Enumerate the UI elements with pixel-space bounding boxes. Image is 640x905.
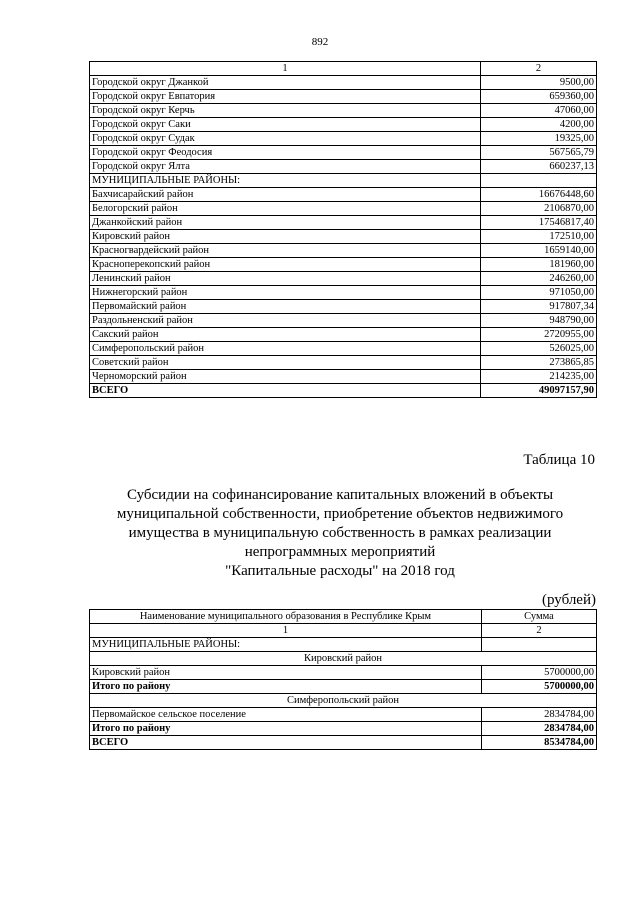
table-row: [90, 188, 597, 202]
grand-total-value: 49097157,90: [480, 384, 596, 398]
row-name: Первомайское сельское поселение: [90, 708, 482, 722]
table-row: [90, 132, 597, 146]
empty-cell: [481, 638, 596, 652]
section-header-row: [90, 638, 597, 652]
row-value: 660237,13: [480, 160, 596, 174]
column-number-2: 2: [480, 62, 596, 76]
table-row: [90, 272, 597, 286]
page-number: 892: [311, 36, 329, 48]
row-name: Первомайский район: [90, 300, 481, 314]
column-number-1: 1: [90, 624, 482, 638]
district-title: Кировский район: [90, 652, 597, 666]
table-header-row: [90, 610, 597, 624]
grand-total-value: 8534784,00: [481, 736, 596, 750]
table-row: [90, 244, 597, 258]
table-row: [90, 666, 597, 680]
row-value: [480, 174, 596, 188]
table-row: [90, 90, 597, 104]
district-total-row: [90, 680, 597, 694]
column-header-name: Наименование муниципального образования в Республике Крым: [90, 610, 482, 624]
row-value: 2106870,00: [480, 202, 596, 216]
row-name: Городской округ Саки: [90, 118, 481, 132]
table-row: [90, 328, 597, 342]
table-row: [90, 300, 597, 314]
table-caption: [60, 486, 620, 581]
row-value: 273865,85: [480, 356, 596, 370]
table-row: [90, 202, 597, 216]
column-number-2: 2: [481, 624, 596, 638]
row-name: Раздольненский район: [90, 314, 481, 328]
row-value: 19325,00: [480, 132, 596, 146]
row-value: 2834784,00: [481, 708, 596, 722]
district-title-row: [90, 694, 597, 708]
table-row: [90, 314, 597, 328]
grand-total-label: ВСЕГО: [90, 384, 481, 398]
table-header-row: [90, 62, 597, 76]
subsidies-table: [89, 609, 597, 750]
table-row: [90, 708, 597, 722]
row-value: 172510,00: [480, 230, 596, 244]
row-name: Белогорский район: [90, 202, 481, 216]
row-name: Черноморский район: [90, 370, 481, 384]
row-value: 971050,00: [480, 286, 596, 300]
row-name: Городской округ Евпатория: [90, 90, 481, 104]
table-row: [90, 216, 597, 230]
row-name: Городской округ Керчь: [90, 104, 481, 118]
row-name: Городской округ Джанкой: [90, 76, 481, 90]
table-row: [90, 174, 597, 188]
table-row: [90, 342, 597, 356]
caption-line: Субсидии на софинансирование капитальных вложений в объекты: [126, 487, 554, 503]
caption-line: имущества в муниципальную собственность в рамках реализации: [128, 525, 552, 541]
row-value: 47060,00: [480, 104, 596, 118]
row-name: Кировский район: [90, 666, 482, 680]
row-name: Сакский район: [90, 328, 481, 342]
row-name: Ленинский район: [90, 272, 481, 286]
district-total-label: Итого по району: [90, 722, 482, 736]
table-row: [90, 356, 597, 370]
column-number-1: 1: [90, 62, 481, 76]
caption-line: непрограммных мероприятий: [244, 544, 436, 560]
table-row: [90, 160, 597, 174]
table-label: Таблица 10: [523, 452, 595, 468]
row-value: 9500,00: [480, 76, 596, 90]
row-value: 659360,00: [480, 90, 596, 104]
row-value: 5700000,00: [481, 666, 596, 680]
column-number-row: [90, 624, 597, 638]
district-total-label: Итого по району: [90, 680, 482, 694]
row-name: Городской округ Феодосия: [90, 146, 481, 160]
continuation-table: [89, 61, 597, 398]
district-title-row: [90, 652, 597, 666]
row-name: Красноперекопский район: [90, 258, 481, 272]
row-value: 4200,00: [480, 118, 596, 132]
row-value: 16676448,60: [480, 188, 596, 202]
row-value: 2720955,00: [480, 328, 596, 342]
table-row: [90, 146, 597, 160]
district-total-value: 5700000,00: [481, 680, 596, 694]
row-name: Джанкойский район: [90, 216, 481, 230]
row-name: Городской округ Ялта: [90, 160, 481, 174]
table-row: [90, 370, 597, 384]
row-value: 1659140,00: [480, 244, 596, 258]
table-row: [90, 104, 597, 118]
district-total-value: 2834784,00: [481, 722, 596, 736]
row-value: 181960,00: [480, 258, 596, 272]
district-total-row: [90, 722, 597, 736]
table-row: [90, 230, 597, 244]
row-name: Симферопольский район: [90, 342, 481, 356]
table-row: [90, 76, 597, 90]
row-value: 917807,34: [480, 300, 596, 314]
unit-label: (рублей): [541, 592, 596, 608]
row-value: 948790,00: [480, 314, 596, 328]
row-value: 246260,00: [480, 272, 596, 286]
grand-total-label: ВСЕГО: [90, 736, 482, 750]
row-name: МУНИЦИПАЛЬНЫЕ РАЙОНЫ:: [90, 174, 481, 188]
row-name: Красногвардейский район: [90, 244, 481, 258]
grand-total-row: [90, 736, 597, 750]
table-row: [90, 286, 597, 300]
table-row: [90, 118, 597, 132]
row-name: Кировский район: [90, 230, 481, 244]
caption-line: муниципальной собственности, приобретение объектов недвижимого: [116, 506, 564, 522]
caption-line: "Капитальные расходы" на 2018 год: [225, 563, 455, 579]
table-row: [90, 258, 597, 272]
row-value: 17546817,40: [480, 216, 596, 230]
district-title: Симферопольский район: [90, 694, 597, 708]
grand-total-row: [90, 384, 597, 398]
row-value: 214235,00: [480, 370, 596, 384]
row-name: Нижнегорский район: [90, 286, 481, 300]
section-header: МУНИЦИПАЛЬНЫЕ РАЙОНЫ:: [90, 638, 482, 652]
row-name: Городской округ Судак: [90, 132, 481, 146]
row-value: 567565,79: [480, 146, 596, 160]
row-name: Советский район: [90, 356, 481, 370]
column-header-sum: Сумма: [481, 610, 596, 624]
row-value: 526025,00: [480, 342, 596, 356]
row-name: Бахчисарайский район: [90, 188, 481, 202]
